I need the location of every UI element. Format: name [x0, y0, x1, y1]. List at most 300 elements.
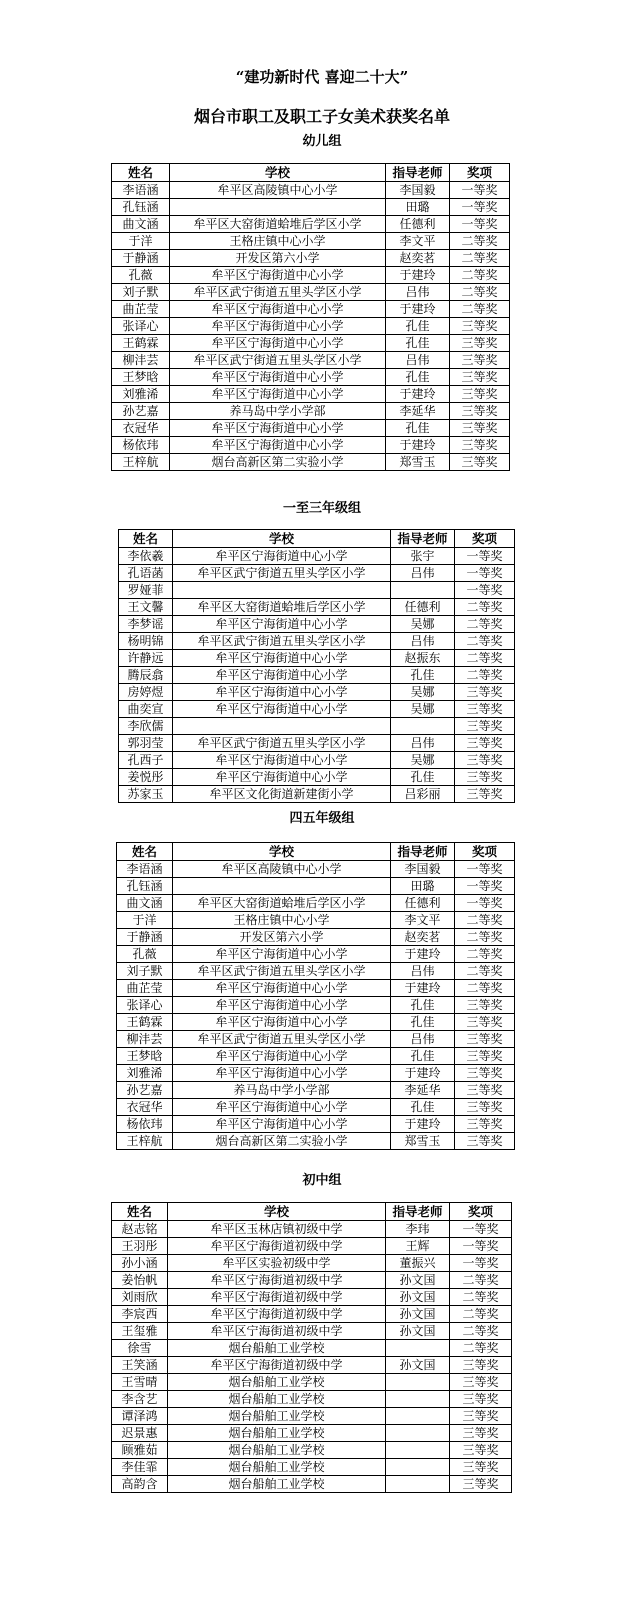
- cell-award: 一等奖: [450, 1238, 512, 1255]
- table-row: [112, 1357, 512, 1374]
- column-header-teacher: 指导老师: [386, 164, 450, 182]
- table-row: [112, 1408, 512, 1425]
- cell-teacher: 赵振东: [391, 650, 455, 667]
- cell-name: 迟景惠: [112, 1425, 168, 1442]
- table-row: [112, 199, 510, 216]
- cell-school: 牟平区宁海街道中心小学: [170, 386, 386, 403]
- cell-award: 三等奖: [455, 1099, 515, 1116]
- cell-school: 烟台船舶工业学校: [168, 1408, 386, 1425]
- cell-school: 牟平区武宁街道五里头学区小学: [173, 565, 391, 582]
- cell-name: 孙小涵: [112, 1255, 168, 1272]
- cell-award: 三等奖: [450, 420, 510, 437]
- table-row: [119, 735, 515, 752]
- cell-school: 养马岛中学小学部: [170, 403, 386, 420]
- table-row: [112, 1476, 512, 1493]
- cell-name: 孔薇: [112, 267, 170, 284]
- cell-school: 牟平区宁海街道中心小学: [170, 437, 386, 454]
- cell-teacher: [386, 1442, 450, 1459]
- cell-award: 三等奖: [455, 735, 515, 752]
- table-row: [119, 769, 515, 786]
- cell-name: 王文馨: [119, 599, 173, 616]
- cell-name: 李依羲: [119, 548, 173, 565]
- cell-award: 三等奖: [450, 1459, 512, 1476]
- cell-award: 三等奖: [455, 997, 515, 1014]
- cell-teacher: 李国毅: [391, 861, 455, 878]
- cell-school: 牟平区宁海街道中心小学: [170, 335, 386, 352]
- cell-school: [173, 878, 391, 895]
- cell-name: 曲文涵: [117, 895, 173, 912]
- cell-teacher: [391, 582, 455, 599]
- cell-teacher: 孙文国: [386, 1272, 450, 1289]
- cell-award: 三等奖: [455, 701, 515, 718]
- section-title-kindergarten: 幼儿组: [302, 134, 342, 149]
- table-row: [119, 650, 515, 667]
- cell-school: 牟平区宁海街道中心小学: [173, 1048, 391, 1065]
- cell-award: 一等奖: [455, 582, 515, 599]
- table-row: [112, 352, 510, 369]
- cell-school: 牟平区宁海街道中心小学: [170, 267, 386, 284]
- cell-teacher: 孔佳: [386, 420, 450, 437]
- cell-award: 三等奖: [450, 318, 510, 335]
- cell-school: 牟平区宁海街道初级中学: [168, 1357, 386, 1374]
- cell-school: 牟平区武宁街道五里头学区小学: [173, 735, 391, 752]
- table-row: [119, 752, 515, 769]
- cell-award: 二等奖: [455, 650, 515, 667]
- table-row: [112, 216, 510, 233]
- cell-name: 王梓航: [112, 454, 170, 471]
- cell-award: 一等奖: [455, 861, 515, 878]
- cell-award: 三等奖: [450, 352, 510, 369]
- cell-teacher: 于建玲: [386, 301, 450, 318]
- table-row: [119, 582, 515, 599]
- cell-school: 牟平区宁海街道中心小学: [173, 1099, 391, 1116]
- table-row: [117, 912, 515, 929]
- cell-teacher: 吕伟: [391, 735, 455, 752]
- cell-name: 孔语菡: [119, 565, 173, 582]
- cell-award: 二等奖: [450, 1323, 512, 1340]
- cell-teacher: 吕彩丽: [391, 786, 455, 803]
- cell-award: 二等奖: [455, 946, 515, 963]
- cell-school: 牟平区宁海街道中心小学: [173, 548, 391, 565]
- cell-school: 养马岛中学小学部: [173, 1082, 391, 1099]
- cell-name: 罗娅菲: [119, 582, 173, 599]
- column-header-school: 学校: [173, 530, 391, 548]
- table-row: [112, 454, 510, 471]
- cell-school: 烟台船舶工业学校: [168, 1425, 386, 1442]
- cell-teacher: 孔佳: [391, 1048, 455, 1065]
- cell-school: 牟平区大窑街道蛤堆后学区小学: [173, 599, 391, 616]
- cell-school: 牟平区高陵镇中心小学: [173, 861, 391, 878]
- table-row: [117, 929, 515, 946]
- column-header-name: 姓名: [117, 843, 173, 861]
- cell-award: 三等奖: [455, 769, 515, 786]
- cell-award: 二等奖: [450, 233, 510, 250]
- cell-school: [173, 718, 391, 735]
- cell-award: 二等奖: [450, 1340, 512, 1357]
- cell-school: 牟平区武宁街道五里头学区小学: [173, 1031, 391, 1048]
- cell-school: [173, 582, 391, 599]
- cell-name: 王梦晗: [117, 1048, 173, 1065]
- table-row: [117, 1082, 515, 1099]
- cell-school: 牟平区宁海街道中心小学: [173, 1065, 391, 1082]
- column-header-name: 姓名: [112, 1203, 168, 1221]
- cell-award: 三等奖: [455, 1048, 515, 1065]
- cell-teacher: [386, 1476, 450, 1493]
- cell-school: 牟平区大窑街道蛤堆后学区小学: [170, 216, 386, 233]
- cell-award: 二等奖: [455, 667, 515, 684]
- cell-teacher: 吴娜: [391, 684, 455, 701]
- cell-award: 三等奖: [455, 684, 515, 701]
- cell-teacher: 孔佳: [391, 769, 455, 786]
- cell-award: 三等奖: [450, 369, 510, 386]
- table-row: [112, 1459, 512, 1476]
- table-row: [117, 878, 515, 895]
- cell-name: 刘子默: [117, 963, 173, 980]
- cell-award: 二等奖: [455, 633, 515, 650]
- cell-award: 三等奖: [450, 454, 510, 471]
- column-header-school: 学校: [170, 164, 386, 182]
- cell-teacher: 于建玲: [386, 386, 450, 403]
- cell-award: 一等奖: [450, 216, 510, 233]
- cell-name: 李梦谣: [119, 616, 173, 633]
- cell-name: 柳沣芸: [112, 352, 170, 369]
- cell-name: 曲奕宣: [119, 701, 173, 718]
- table-row: [112, 250, 510, 267]
- award-table-junior-high: [111, 1202, 512, 1493]
- cell-award: 三等奖: [450, 1425, 512, 1442]
- cell-teacher: [386, 1459, 450, 1476]
- cell-school: 烟台船舶工业学校: [168, 1442, 386, 1459]
- table-row: [119, 718, 515, 735]
- cell-school: 烟台船舶工业学校: [168, 1391, 386, 1408]
- table-row: [112, 386, 510, 403]
- cell-teacher: 孙文国: [386, 1357, 450, 1374]
- cell-school: 牟平区武宁街道五里头学区小学: [173, 633, 391, 650]
- cell-name: 曲文涵: [112, 216, 170, 233]
- table-row: [112, 1238, 512, 1255]
- cell-teacher: 于建玲: [391, 1116, 455, 1133]
- cell-teacher: 李玮: [386, 1221, 450, 1238]
- cell-school: 牟平区宁海街道中心小学: [173, 701, 391, 718]
- cell-teacher: 任德利: [386, 216, 450, 233]
- cell-school: 牟平区宁海街道初级中学: [168, 1306, 386, 1323]
- table-row: [119, 701, 515, 718]
- table-row: [112, 267, 510, 284]
- cell-school: 牟平区宁海街道中心小学: [170, 318, 386, 335]
- cell-name: 杨依玮: [117, 1116, 173, 1133]
- cell-teacher: 任德利: [391, 895, 455, 912]
- cell-award: 三等奖: [450, 1357, 512, 1374]
- cell-award: 二等奖: [450, 267, 510, 284]
- cell-school: 烟台船舶工业学校: [168, 1476, 386, 1493]
- cell-name: 赵志铭: [112, 1221, 168, 1238]
- section-title-grade-1-3: 一至三年级组: [282, 501, 361, 516]
- table-row: [117, 946, 515, 963]
- cell-award: 二等奖: [450, 250, 510, 267]
- cell-award: 三等奖: [450, 1391, 512, 1408]
- table-row: [117, 1031, 515, 1048]
- cell-teacher: [386, 1374, 450, 1391]
- cell-name: 于静涵: [117, 929, 173, 946]
- cell-award: 三等奖: [450, 1374, 512, 1391]
- cell-teacher: 孔佳: [391, 1014, 455, 1031]
- award-table-grade-4-5: [116, 842, 515, 1150]
- cell-name: 王笑涵: [112, 1357, 168, 1374]
- cell-teacher: 吕伟: [391, 633, 455, 650]
- cell-name: 张译心: [117, 997, 173, 1014]
- cell-teacher: 吕伟: [386, 284, 450, 301]
- table-row: [117, 861, 515, 878]
- table-row: [112, 1221, 512, 1238]
- cell-name: 孔西子: [119, 752, 173, 769]
- table-row: [112, 1323, 512, 1340]
- cell-teacher: 田璐: [391, 878, 455, 895]
- cell-teacher: 于建玲: [391, 1065, 455, 1082]
- cell-name: 腾辰翕: [119, 667, 173, 684]
- cell-teacher: 孔佳: [386, 369, 450, 386]
- cell-teacher: 孔佳: [386, 318, 450, 335]
- cell-name: 许静远: [119, 650, 173, 667]
- cell-school: 烟台船舶工业学校: [168, 1374, 386, 1391]
- table-row: [117, 963, 515, 980]
- table-row: [112, 437, 510, 454]
- table-row: [119, 599, 515, 616]
- cell-award: 一等奖: [455, 878, 515, 895]
- cell-award: 三等奖: [450, 1476, 512, 1493]
- cell-name: 刘雅浠: [117, 1065, 173, 1082]
- cell-teacher: 于建玲: [391, 980, 455, 997]
- table-row: [112, 301, 510, 318]
- cell-teacher: 孔佳: [391, 667, 455, 684]
- table-row: [119, 548, 515, 565]
- cell-school: 牟平区宁海街道初级中学: [168, 1323, 386, 1340]
- table-row: [119, 565, 515, 582]
- column-header-teacher: 指导老师: [391, 843, 455, 861]
- cell-school: 烟台高新区第二实验小学: [173, 1133, 391, 1150]
- cell-award: 三等奖: [455, 1065, 515, 1082]
- table-row: [117, 1014, 515, 1031]
- cell-award: 三等奖: [450, 437, 510, 454]
- cell-award: 三等奖: [455, 1082, 515, 1099]
- award-table-kindergarten: [111, 163, 510, 471]
- table-row: [112, 369, 510, 386]
- cell-school: 牟平区宁海街道中心小学: [170, 420, 386, 437]
- cell-name: 衣冠华: [117, 1099, 173, 1116]
- cell-school: 牟平区宁海街道中心小学: [173, 997, 391, 1014]
- cell-name: 高韵含: [112, 1476, 168, 1493]
- table-row: [112, 284, 510, 301]
- cell-name: 王羽彤: [112, 1238, 168, 1255]
- cell-teacher: 李文平: [391, 912, 455, 929]
- cell-award: 二等奖: [450, 1289, 512, 1306]
- cell-school: [170, 199, 386, 216]
- cell-award: 三等奖: [455, 1014, 515, 1031]
- cell-teacher: 董振兴: [386, 1255, 450, 1272]
- cell-school: 牟平区高陵镇中心小学: [170, 182, 386, 199]
- cell-teacher: 孙文国: [386, 1289, 450, 1306]
- cell-teacher: 孔佳: [391, 1099, 455, 1116]
- cell-award: 二等奖: [455, 980, 515, 997]
- cell-teacher: [391, 718, 455, 735]
- cell-school: 牟平区宁海街道中心小学: [173, 752, 391, 769]
- cell-teacher: 田璐: [386, 199, 450, 216]
- cell-award: 一等奖: [455, 565, 515, 582]
- cell-school: 牟平区玉林店镇初级中学: [168, 1221, 386, 1238]
- cell-award: 三等奖: [455, 752, 515, 769]
- cell-name: 李欣儒: [119, 718, 173, 735]
- cell-school: 烟台船舶工业学校: [168, 1459, 386, 1476]
- column-header-name: 姓名: [112, 164, 170, 182]
- table-row: [117, 1099, 515, 1116]
- cell-teacher: 吴娜: [391, 616, 455, 633]
- cell-award: 三等奖: [450, 403, 510, 420]
- table-header-row: [117, 843, 515, 861]
- cell-school: 烟台高新区第二实验小学: [170, 454, 386, 471]
- cell-name: 杨依玮: [112, 437, 170, 454]
- cell-award: 二等奖: [455, 599, 515, 616]
- table-header-row: [112, 1203, 512, 1221]
- cell-teacher: 王辉: [386, 1238, 450, 1255]
- cell-teacher: 李延华: [391, 1082, 455, 1099]
- cell-award: 一等奖: [450, 1221, 512, 1238]
- cell-school: 牟平区文化街道新建街小学: [173, 786, 391, 803]
- document-subtitle: 烟台市职工及职工子女美术获奖名单: [193, 107, 450, 126]
- cell-school: 牟平区宁海街道中心小学: [173, 946, 391, 963]
- cell-teacher: 孔佳: [391, 997, 455, 1014]
- cell-award: 三等奖: [450, 335, 510, 352]
- cell-name: 姜悦彤: [119, 769, 173, 786]
- cell-teacher: [386, 1391, 450, 1408]
- cell-award: 三等奖: [450, 1442, 512, 1459]
- table-row: [112, 1391, 512, 1408]
- table-row: [119, 684, 515, 701]
- cell-name: 孔钰涵: [112, 199, 170, 216]
- table-row: [112, 1425, 512, 1442]
- cell-school: 牟平区宁海街道中心小学: [170, 301, 386, 318]
- cell-school: 牟平区大窑街道蛤堆后学区小学: [173, 895, 391, 912]
- table-row: [119, 633, 515, 650]
- cell-school: 开发区第六小学: [173, 929, 391, 946]
- cell-name: 王鹤霖: [117, 1014, 173, 1031]
- cell-school: 烟台船舶工业学校: [168, 1340, 386, 1357]
- column-header-award: 奖项: [455, 530, 515, 548]
- cell-name: 张译心: [112, 318, 170, 335]
- cell-school: 开发区第六小学: [170, 250, 386, 267]
- cell-school: 牟平区宁海街道中心小学: [173, 616, 391, 633]
- cell-teacher: 李国毅: [386, 182, 450, 199]
- table-row: [112, 1306, 512, 1323]
- table-row: [112, 182, 510, 199]
- cell-teacher: 郑雪玉: [386, 454, 450, 471]
- cell-name: 杨明锦: [119, 633, 173, 650]
- cell-school: 牟平区宁海街道中心小学: [173, 1014, 391, 1031]
- cell-name: 王鹤霖: [112, 335, 170, 352]
- cell-name: 李佳霏: [112, 1459, 168, 1476]
- cell-teacher: [386, 1408, 450, 1425]
- cell-name: 姜怡帆: [112, 1272, 168, 1289]
- cell-award: 三等奖: [455, 1133, 515, 1150]
- cell-name: 王梦晗: [112, 369, 170, 386]
- table-header-row: [112, 164, 510, 182]
- column-header-award: 奖项: [455, 843, 515, 861]
- cell-name: 王玺雅: [112, 1323, 168, 1340]
- cell-school: 牟平区武宁街道五里头学区小学: [170, 284, 386, 301]
- table-row: [112, 335, 510, 352]
- cell-teacher: 吕伟: [391, 565, 455, 582]
- column-header-award: 奖项: [450, 1203, 512, 1221]
- column-header-award: 奖项: [450, 164, 510, 182]
- column-header-school: 学校: [168, 1203, 386, 1221]
- cell-name: 谭泽鸿: [112, 1408, 168, 1425]
- cell-school: 牟平区宁海街道中心小学: [170, 369, 386, 386]
- cell-name: 衣冠华: [112, 420, 170, 437]
- cell-name: 曲芷莹: [112, 301, 170, 318]
- cell-name: 李含艺: [112, 1391, 168, 1408]
- table-row: [117, 895, 515, 912]
- cell-award: 二等奖: [450, 1272, 512, 1289]
- table-row: [119, 616, 515, 633]
- cell-school: 王格庄镇中心小学: [170, 233, 386, 250]
- cell-name: 李宸西: [112, 1306, 168, 1323]
- cell-name: 李语涵: [117, 861, 173, 878]
- cell-teacher: [386, 1340, 450, 1357]
- cell-name: 于洋: [117, 912, 173, 929]
- table-row: [112, 1374, 512, 1391]
- cell-award: 一等奖: [450, 1255, 512, 1272]
- table-row: [117, 1065, 515, 1082]
- cell-award: 二等奖: [455, 616, 515, 633]
- cell-teacher: 吕伟: [391, 963, 455, 980]
- cell-award: 三等奖: [450, 1408, 512, 1425]
- cell-name: 刘雅浠: [112, 386, 170, 403]
- cell-award: 一等奖: [450, 182, 510, 199]
- cell-name: 柳沣芸: [117, 1031, 173, 1048]
- table-row: [112, 1255, 512, 1272]
- cell-teacher: 吴娜: [391, 752, 455, 769]
- cell-name: 孙艺嘉: [117, 1082, 173, 1099]
- cell-school: 王格庄镇中心小学: [173, 912, 391, 929]
- cell-name: 刘雨欣: [112, 1289, 168, 1306]
- cell-name: 房婷煜: [119, 684, 173, 701]
- cell-award: 二等奖: [450, 1306, 512, 1323]
- cell-award: 三等奖: [455, 786, 515, 803]
- cell-name: 徐雪: [112, 1340, 168, 1357]
- table-header-row: [119, 530, 515, 548]
- table-row: [119, 786, 515, 803]
- table-row: [117, 997, 515, 1014]
- cell-name: 孔薇: [117, 946, 173, 963]
- column-header-name: 姓名: [119, 530, 173, 548]
- table-row: [112, 233, 510, 250]
- cell-school: 牟平区宁海街道初级中学: [168, 1238, 386, 1255]
- cell-award: 三等奖: [450, 386, 510, 403]
- cell-teacher: 孔佳: [386, 335, 450, 352]
- table-row: [112, 1340, 512, 1357]
- cell-award: 二等奖: [455, 963, 515, 980]
- cell-name: 顾雅茹: [112, 1442, 168, 1459]
- cell-award: 三等奖: [455, 1031, 515, 1048]
- cell-name: 刘子默: [112, 284, 170, 301]
- cell-teacher: 吕伟: [391, 1031, 455, 1048]
- table-row: [112, 1442, 512, 1459]
- cell-school: 牟平区宁海街道中心小学: [173, 684, 391, 701]
- cell-school: 牟平区宁海街道中心小学: [173, 980, 391, 997]
- section-title-grade-4-5: 四五年级组: [289, 811, 355, 826]
- cell-teacher: 任德利: [391, 599, 455, 616]
- cell-name: 李语涵: [112, 182, 170, 199]
- table-row: [117, 980, 515, 997]
- cell-teacher: 吴娜: [391, 701, 455, 718]
